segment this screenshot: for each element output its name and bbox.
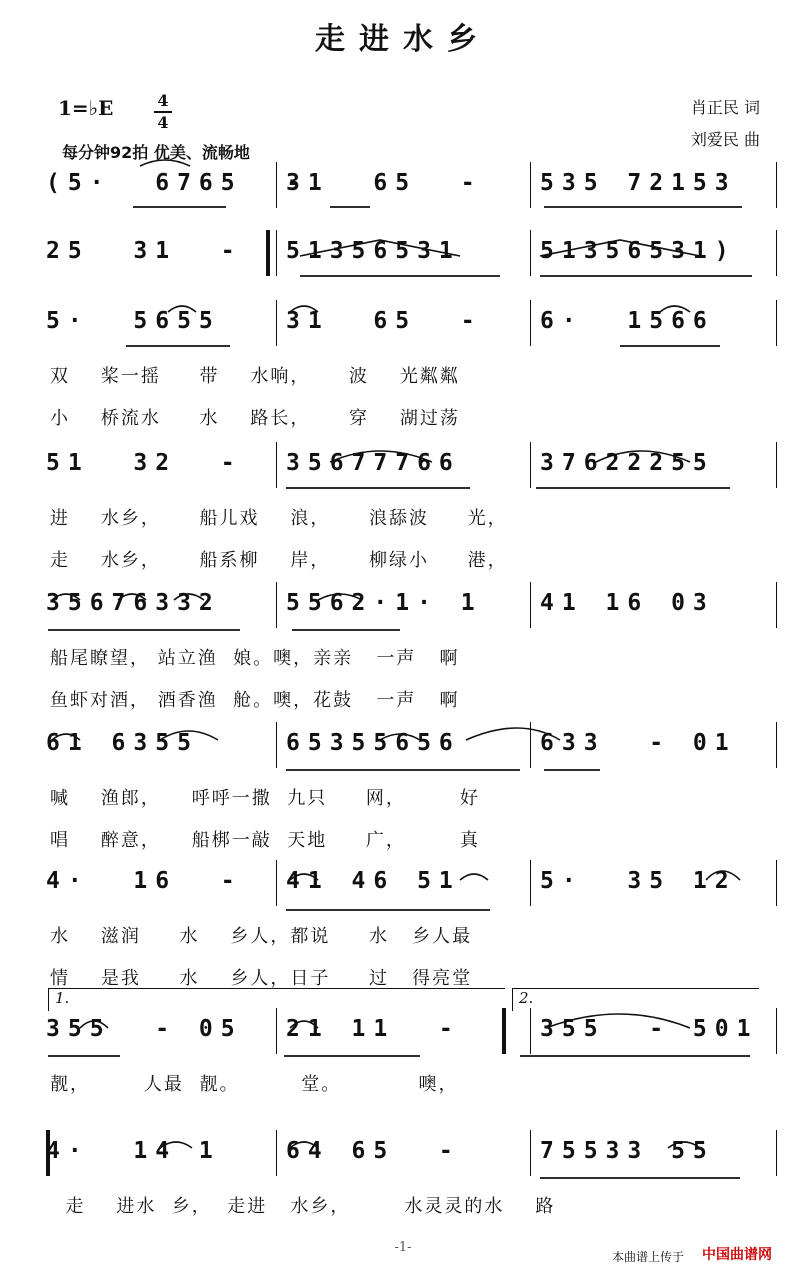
bar-line xyxy=(276,582,277,628)
lyric-line: 走 水乡， 船系柳 岸， 柳绿小 港， xyxy=(50,550,508,571)
measure-notes: 35677766 xyxy=(286,450,461,476)
measure-notes: 355 - 05 xyxy=(46,1016,243,1042)
measure-notes: 64 65 - xyxy=(286,1138,461,1164)
bar-line xyxy=(530,1008,531,1054)
measure-notes: 31 65 - xyxy=(286,308,483,334)
bar-line xyxy=(776,1130,777,1176)
bar-line xyxy=(776,722,777,768)
measure-notes: 5· 5655 xyxy=(46,308,221,334)
measure-notes: 37622255 xyxy=(540,450,715,476)
page-number: -1- xyxy=(394,1240,412,1255)
measure-notes: 633 - 01 xyxy=(540,730,737,756)
measure-notes: 41 16 03 xyxy=(540,590,715,616)
measure-notes: 5562·1· 1 xyxy=(286,590,483,616)
measure-notes: 61 6355 xyxy=(46,730,199,756)
bar-line xyxy=(276,230,277,276)
lyric-line: 船尾瞭望， 站立渔 娘。噢，亲亲 一声 啊 xyxy=(50,648,460,669)
bar-line xyxy=(276,162,277,208)
bar-line xyxy=(276,442,277,488)
lyric-line: 喊 渔郎， 呼呼一撒 九只 网， 好 xyxy=(50,788,480,809)
measure-notes: 355 - 501 xyxy=(540,1016,759,1042)
song-title: 走进水乡 xyxy=(315,22,491,57)
lyric-line: 情 是我 水 乡人，日子 过 得亮堂 xyxy=(50,968,473,989)
composer: 刘爱民 曲 xyxy=(690,130,760,149)
measure-notes: 65355656 xyxy=(286,730,461,756)
measure-notes: 25 31 - xyxy=(46,238,243,264)
measure-notes: 21 11 - xyxy=(286,1016,461,1042)
bar-line xyxy=(276,300,277,346)
bar-line xyxy=(776,582,777,628)
upload-note: 本曲谱上传于 xyxy=(612,1250,685,1264)
measure-notes: 51356531) xyxy=(540,238,737,264)
measure-notes: 4· 16 - xyxy=(46,868,243,894)
measure-notes: 51 32 - xyxy=(46,450,243,476)
measure-notes: 535 72153 xyxy=(540,170,737,196)
measure-notes: 75533 55 xyxy=(540,1138,715,1164)
repeat-barline xyxy=(502,1008,506,1054)
lyric-line: 进 水乡， 船儿戏 浪， 浪舔波 光， xyxy=(50,508,508,529)
bar-line xyxy=(530,162,531,208)
credits xyxy=(691,92,760,156)
bar-line xyxy=(530,230,531,276)
time-signature-bottom: 4 xyxy=(157,113,169,132)
volta-bracket: 1. xyxy=(48,988,505,1011)
measure-notes: 4· 14 1 xyxy=(46,1138,221,1164)
lyric-line: 双 桨一摇 带 水响， 波 光粼粼 xyxy=(50,366,460,387)
site-logo: 中国曲谱网 xyxy=(702,1247,772,1263)
measure-notes: 35676332 xyxy=(46,590,221,616)
measure-notes: 6· 1566 xyxy=(540,308,715,334)
bar-line xyxy=(530,722,531,768)
tempo-marking: 每分钟92拍 优美、流畅地 xyxy=(62,143,250,162)
time-signature xyxy=(154,92,172,132)
measure-notes: 51356531 xyxy=(286,238,461,264)
bar-line xyxy=(776,162,777,208)
measure-notes: 41 46 51 xyxy=(286,868,461,894)
measure-notes: (5· 6765 - xyxy=(46,170,309,196)
volta-bracket: 2. xyxy=(512,988,759,1011)
key-signature: 1=♭E xyxy=(58,96,114,120)
bar-line xyxy=(776,300,777,346)
lyric-line: 靓， 人最 靓。 堂。 噢， xyxy=(50,1074,459,1095)
bar-line xyxy=(776,860,777,906)
bar-line xyxy=(530,442,531,488)
bar-line xyxy=(776,230,777,276)
bar-line xyxy=(276,722,277,768)
lyric-line: 水 滋润 水 乡人，都说 水 乡人最 xyxy=(50,926,473,947)
lyric-line: 鱼虾对酒， 酒香渔 舱。噢，花鼓 一声 啊 xyxy=(50,690,460,711)
bar-line xyxy=(530,300,531,346)
repeat-barline xyxy=(266,230,270,276)
bar-line xyxy=(530,582,531,628)
measure-notes: 5· 35 12 xyxy=(540,868,737,894)
lyric-line: 小 桥流水 水 路长， 穿 湖过荡 xyxy=(50,408,460,429)
repeat-barline xyxy=(46,1130,50,1176)
time-signature-top: 4 xyxy=(157,91,169,110)
bar-line xyxy=(530,860,531,906)
bar-line xyxy=(776,1008,777,1054)
lyric-line: 唱 醉意， 船梆一敲 天地 广， 真 xyxy=(50,830,480,851)
lyric-line: 走 进水 乡， 走进 水乡， 水灵灵的水 路 xyxy=(50,1196,556,1217)
bar-line xyxy=(276,1008,277,1054)
bar-line xyxy=(276,1130,277,1176)
measure-notes: 31 65 - xyxy=(286,170,483,196)
bar-line xyxy=(276,860,277,906)
bar-line xyxy=(776,442,777,488)
bar-line xyxy=(530,1130,531,1176)
lyricist: 肖正民 词 xyxy=(690,98,760,117)
